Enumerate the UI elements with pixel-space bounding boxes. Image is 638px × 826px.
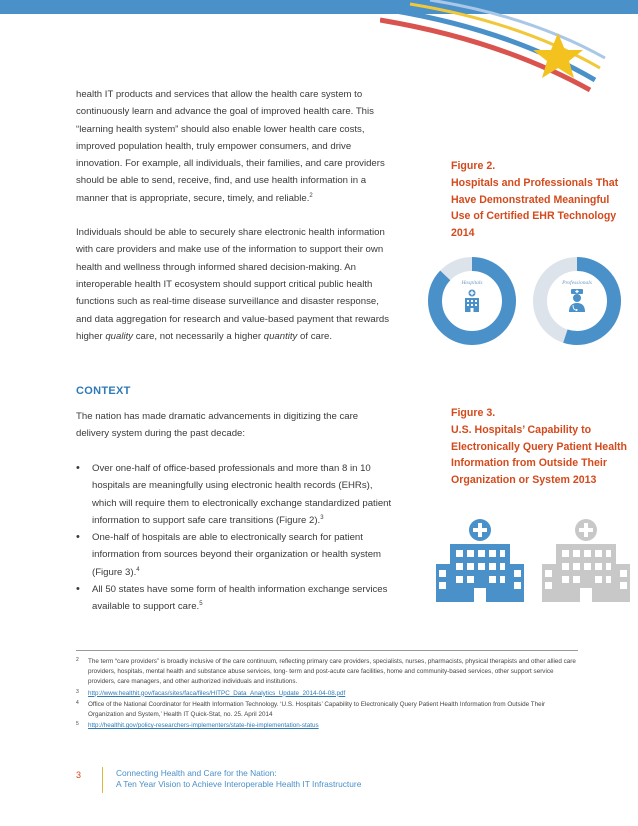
page-number: 3 xyxy=(76,770,82,780)
footnote-5: 5 http://healthit.gov/policy-researchers-implementers/state-hie-implementation-status xyxy=(76,721,319,730)
footnote-3-link[interactable]: http://www.healthit.gov/facas/sites/faca/files/HITPC_Data_Analytics_Update_2014-04-08.pdf xyxy=(88,689,346,697)
context-bullet-list xyxy=(76,460,398,616)
star-swoosh-logo xyxy=(380,0,638,110)
footnotes xyxy=(76,657,578,732)
professionals-label: Professionals xyxy=(562,280,592,286)
list-item: • All 50 states have some form of health information exchange services available to support care.$^5$ xyxy=(76,583,388,613)
context-intro: The nation has made dramatic advancements in digitizing the care delivery system during the past decade: xyxy=(76,411,359,440)
list-item: • Over one-half of office-based professionals and more than 8 in 10 hospitals are meaningfully using electronic health records (EHRs), which will require them to electronically exchange standardized patient information to support safe care transitions (Figure 2).$^3$ xyxy=(76,462,392,526)
figure-3-label: Figure 3. xyxy=(451,407,496,419)
footer-divider xyxy=(102,767,103,793)
figure-2-label: Figure 2. xyxy=(451,160,496,172)
footnote-5-link[interactable]: http://healthit.gov/policy-researchers-implementers/state-hie-implementation-status xyxy=(88,722,319,730)
footer-title xyxy=(116,768,361,790)
hospitals-donut xyxy=(427,256,517,346)
hospital-blue-icon xyxy=(434,518,526,610)
footnote-4: 4 Office of the National Coordinator for Health Information Technology. ‘U.S. Hospitals’ Capability to Electronically Query Patient Health Information from Outside Their Organization and System,’ Health IT Quick-Stat, no. 25. April 2014 xyxy=(76,699,546,719)
body-paragraph-1: health IT products and services that allow the health care system to continuously learn and advance the goal of improved health care. This “learning health system” should also enable lower health care costs, improved population health, truly empower consumers, and drive innovation. For example, all individuals, their families, and care providers should be able to send, receive, find, and use health information in a manner that is appropriate, secure, timely, and reliable.$^2$ xyxy=(76,89,385,204)
footnote-divider xyxy=(76,650,578,651)
list-item: • One-half of hospitals are able to electronically search for patient information from sources beyond their organization or health system (Figure 3).$^4$ xyxy=(76,531,382,578)
figure-2-title xyxy=(451,158,631,242)
context-heading: CONTEXT xyxy=(76,385,131,397)
footnote-2: 2 The term “care providers” is broadly inclusive of the care continuum, reflecting primary care providers, specialists, nurses, pharmacists, physical therapists and other allied care providers, hospitals, mental health and substance abuse services, long- term and post-acute care facilities, home and community-based services, other support service providers, care managers, and other authorized individuals and institutions. xyxy=(76,657,576,686)
footer-line-2: A Ten Year Vision to Achieve Interoperable Health IT Infrastructure xyxy=(116,779,362,789)
body-paragraph-2: Individuals should be able to securely share electronic health information with care providers and make use of the information to support their own health and wellness through informed shared decision-making. An interoperable health IT ecosystem should support critical public health functions such as real-time disease surveillance and disaster response, and data aggregation for research and value-based payment that rewards higher quality care, not necessarily a higher quantity of care. xyxy=(76,227,390,342)
hospitals-label: Hospitals xyxy=(461,280,483,286)
figure-3-title xyxy=(451,405,631,489)
main-column xyxy=(76,86,396,362)
footer-line-1: Connecting Health and Care for the Nation: xyxy=(116,768,277,778)
hospital-gray-icon xyxy=(540,518,632,610)
figure-2-caption: Hospitals and Professionals That Have Demonstrated Meaningful Use of Certified EHR Technology 2014 xyxy=(451,176,619,240)
footnote-3: 3 http://www.healthit.gov/facas/sites/faca/files/HITPC_Data_Analytics_Update_2014-04-08.pdf xyxy=(76,688,346,697)
figure-3-caption: U.S. Hospitals’ Capability to Electronically Query Patient Health Information from Outside Their Organization or System 2013 xyxy=(451,423,628,487)
professionals-donut xyxy=(532,256,622,346)
